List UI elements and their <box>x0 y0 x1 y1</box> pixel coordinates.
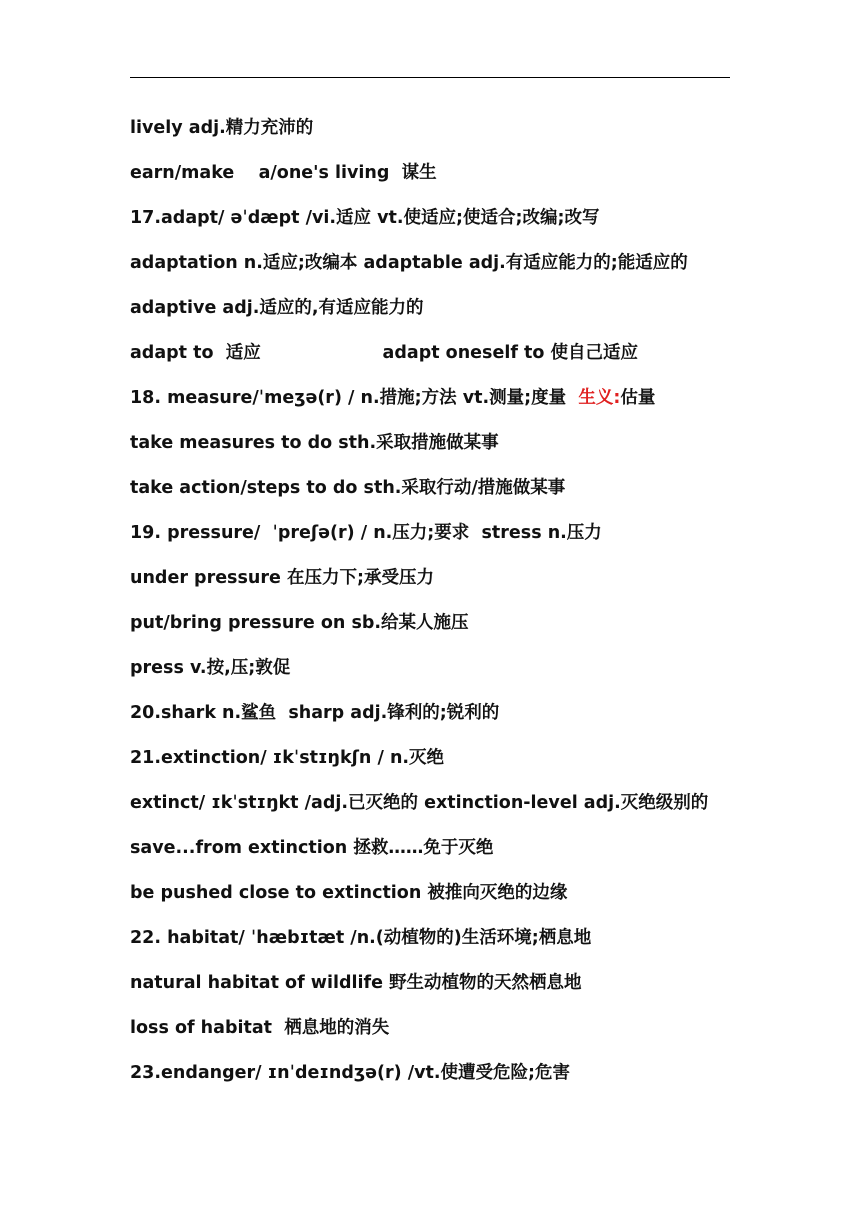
vocab-line <box>130 198 750 243</box>
vocab-line <box>130 513 750 558</box>
vocab-line <box>130 918 750 963</box>
vocab-text: 17.adapt/ əˈdæpt /vi.适应 vt.使适应;使适合;改编;改写 <box>130 208 600 228</box>
header-rule <box>130 77 730 78</box>
vocab-line <box>130 153 750 198</box>
vocab-text: save...from extinction 拯救……免于灭绝 <box>130 838 494 858</box>
vocab-line <box>130 693 750 738</box>
vocab-text: 21.extinction/ ɪkˈstɪŋkʃn / n.灭绝 <box>130 748 445 768</box>
vocab-text: 19. pressure/ ˈpreʃə(r) / n.压力;要求 stress n.压力 <box>130 523 602 543</box>
vocab-line <box>130 783 750 828</box>
vocab-line <box>130 558 750 603</box>
vocab-line <box>130 963 750 1008</box>
vocab-line <box>130 468 750 513</box>
vocab-text: 18. measure/ˈmeʒə(r) / n.措施;方法 vt.测量;度量 <box>130 388 579 408</box>
vocab-text: natural habitat of wildlife 野生动植物的天然栖息地 <box>130 973 582 993</box>
vocab-text: be pushed close to extinction 被推向灭绝的边缘 <box>130 883 568 903</box>
vocab-line <box>130 333 750 378</box>
vocab-text: loss of habitat 栖息地的消失 <box>130 1018 390 1038</box>
vocab-line <box>130 828 750 873</box>
vocabulary-list <box>130 108 750 1098</box>
vocab-text: adapt to 适应 adapt oneself to 使自己适应 <box>130 343 639 363</box>
vocab-text: 20.shark n.鲨鱼 sharp adj.锋利的;锐利的 <box>130 703 500 723</box>
vocab-text: take action/steps to do sth.采取行动/措施做某事 <box>130 478 566 498</box>
vocab-line <box>130 378 750 423</box>
vocab-line <box>130 288 750 333</box>
vocab-text: lively adj.精力充沛的 <box>130 118 314 138</box>
vocab-text: under pressure 在压力下;承受压力 <box>130 568 434 588</box>
vocab-line <box>130 1008 750 1053</box>
vocab-text: put/bring pressure on sb.给某人施压 <box>130 613 469 633</box>
vocab-line <box>130 873 750 918</box>
vocab-text: extinct/ ɪkˈstɪŋkt /adj.已灭绝的 extinction-level adj.灭绝级别的 <box>130 793 709 813</box>
highlight-label: 生义: <box>578 388 621 408</box>
vocab-text: adaptation n.适应;改编本 adaptable adj.有适应能力的;能适应的 <box>130 253 688 273</box>
vocab-text: 23.endanger/ ɪnˈdeɪndʒə(r) /vt.使遭受危险;危害 <box>130 1063 571 1083</box>
vocab-text: press v.按,压;敦促 <box>130 658 291 678</box>
vocab-line <box>130 423 750 468</box>
vocab-text: 22. habitat/ ˈhæbɪtæt /n.(动植物的)生活环境;栖息地 <box>130 928 592 948</box>
vocab-line <box>130 1053 750 1098</box>
vocab-line <box>130 738 750 783</box>
vocab-line <box>130 603 750 648</box>
vocab-text: earn/make a/one's living 谋生 <box>130 163 437 183</box>
vocab-text: take measures to do sth.采取措施做某事 <box>130 433 499 453</box>
vocab-text: 估量 <box>620 388 656 408</box>
vocab-text: adaptive adj.适应的,有适应能力的 <box>130 298 424 318</box>
vocab-line <box>130 243 750 288</box>
vocab-line <box>130 648 750 693</box>
vocab-line <box>130 108 750 153</box>
